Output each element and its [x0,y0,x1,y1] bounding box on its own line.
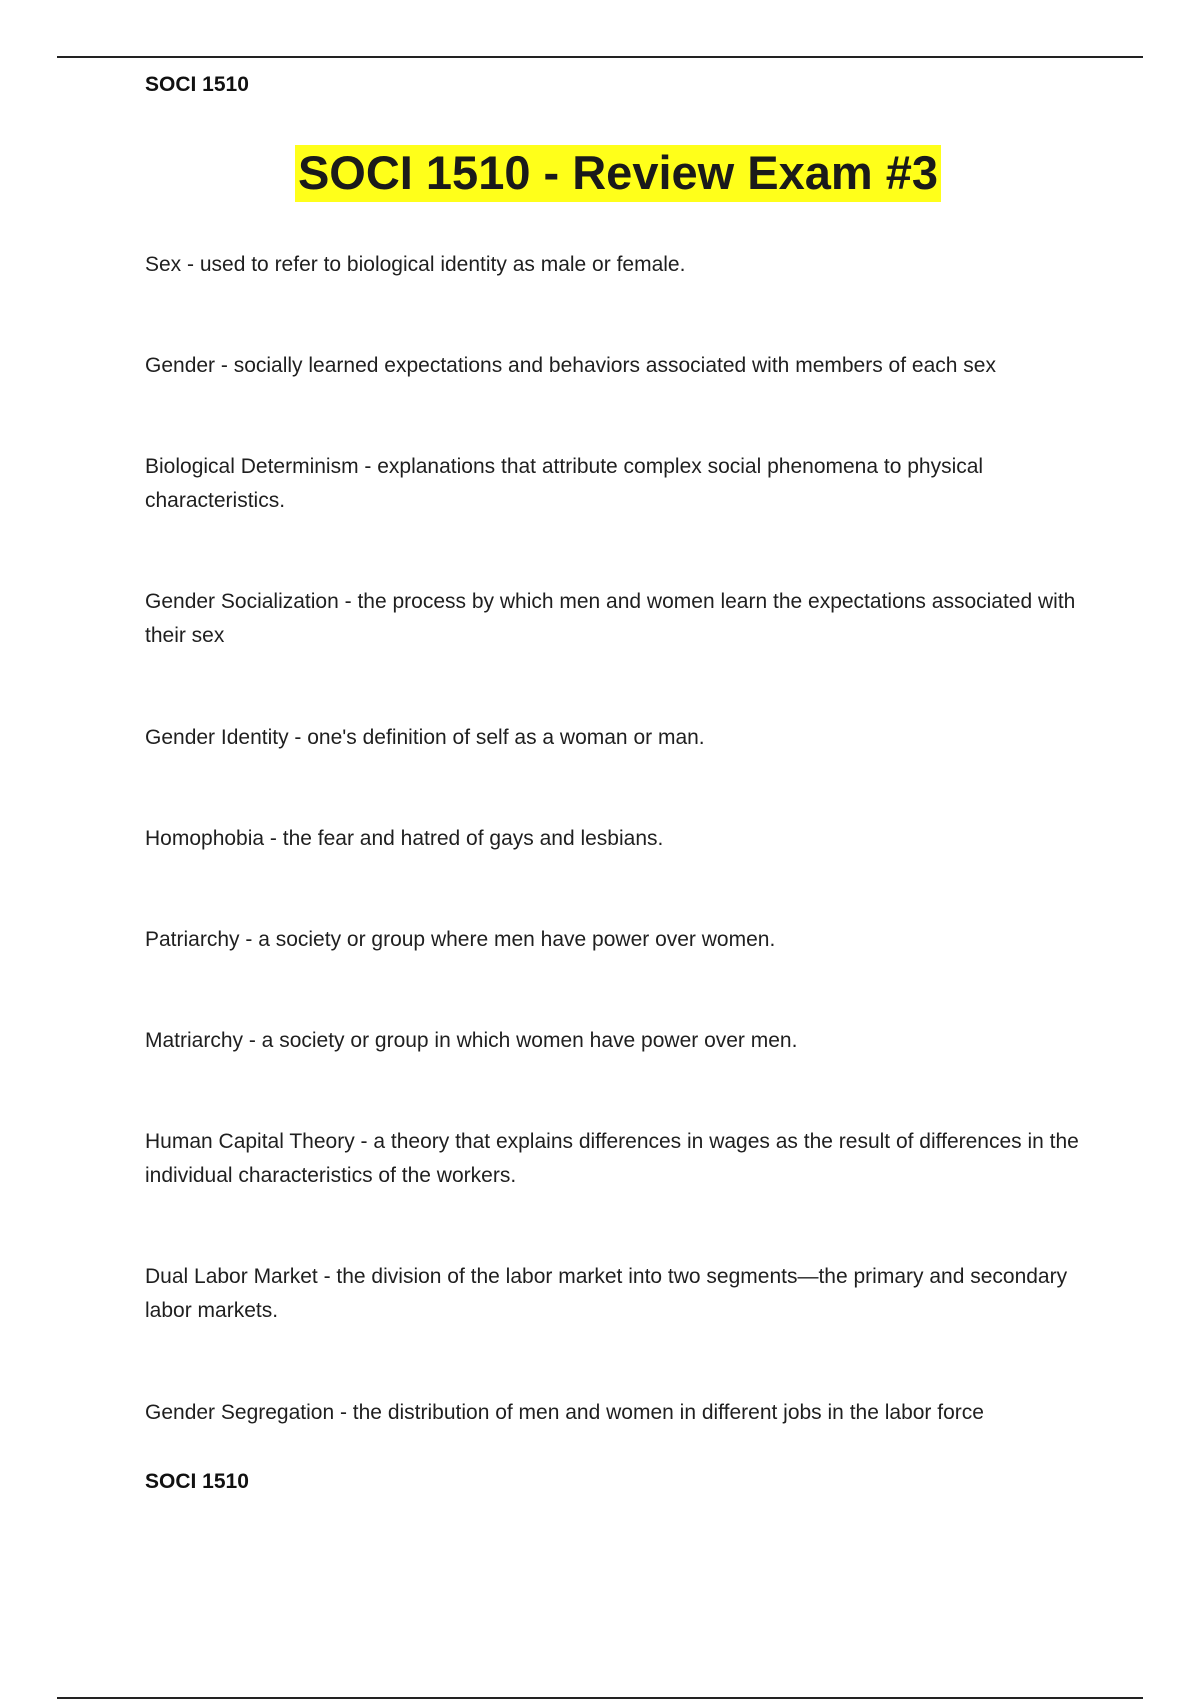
definition-gender-identity: Gender Identity - one's definition of self as a woman or man. [145,726,705,749]
definition-dual-labor-market: Dual Labor Market - the division of the labor market into two segments—the primary and secondary labor markets. [145,1265,1068,1322]
definition-biological-determinism: Biological Determinism - explanations that attribute complex social phenomena to physical characteristics. [145,455,984,512]
page-header-label: SOCI 1510 [145,73,249,96]
definition-gender-socialization: Gender Socialization - the process by which men and women learn the expectations associated with their sex [145,590,1076,647]
bottom-rule [57,1697,1143,1699]
page-footer-label: SOCI 1510 [145,1470,249,1493]
definition-gender: Gender - socially learned expectations and behaviors associated with members of each sex [145,354,996,377]
title-container [0,145,1200,202]
definition-homophobia: Homophobia - the fear and hatred of gays and lesbians. [145,827,664,850]
definition-gender-segregation: Gender Segregation - the distribution of men and women in different jobs in the labor force [145,1401,984,1424]
definition-matriarchy: Matriarchy - a society or group in which women have power over men. [145,1029,798,1052]
page-title: SOCI 1510 - Review Exam #3 [295,145,941,202]
top-rule [57,56,1143,58]
definition-human-capital-theory: Human Capital Theory - a theory that explains differences in wages as the result of differences in the individual characteristics of the workers. [145,1130,1079,1187]
definition-patriarchy: Patriarchy - a society or group where men have power over women. [145,928,776,951]
definition-sex: Sex - used to refer to biological identity as male or female. [145,253,686,276]
